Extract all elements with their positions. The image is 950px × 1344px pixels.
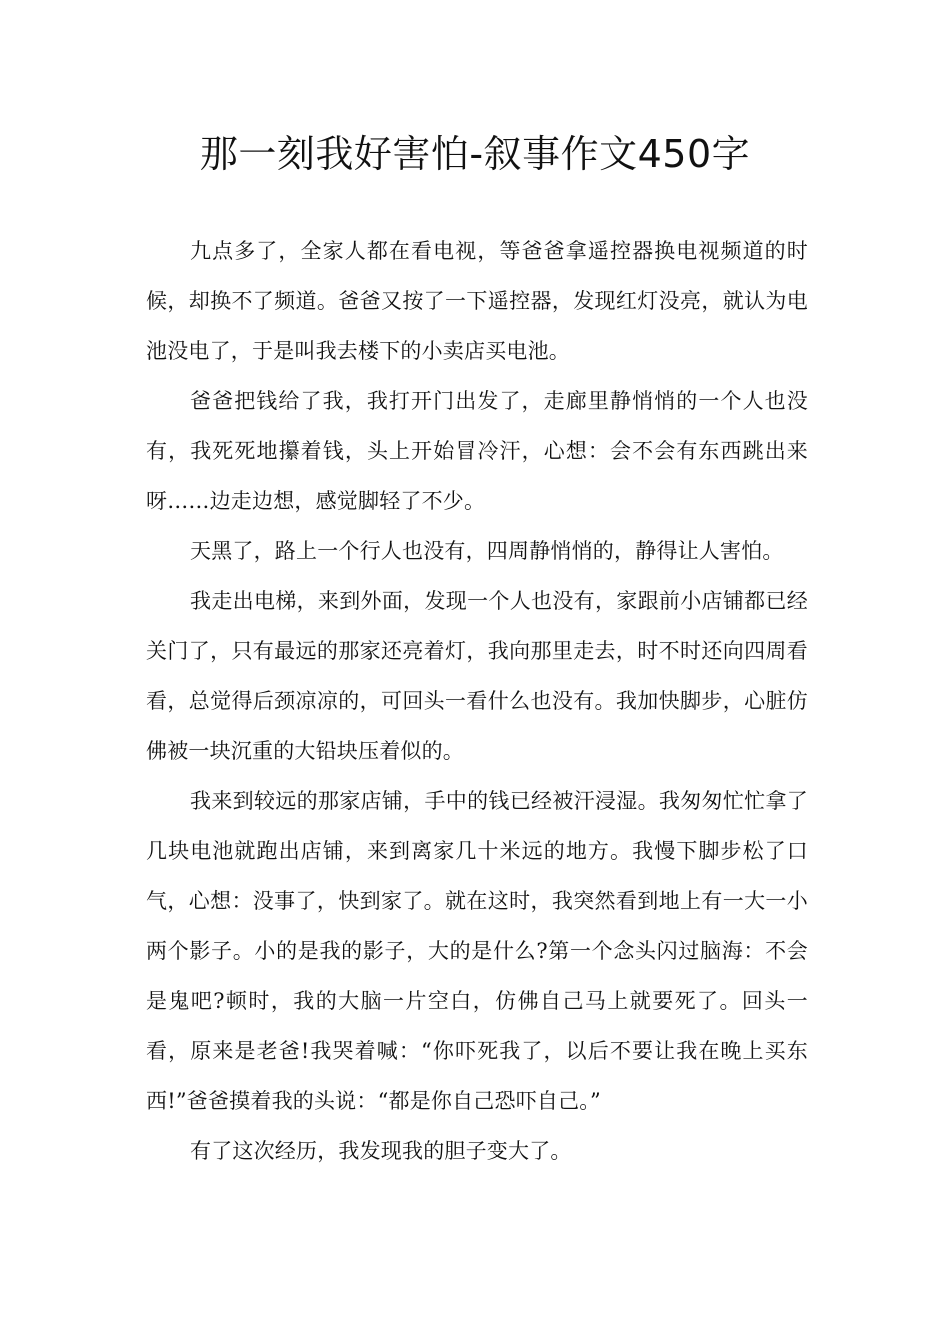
document-body xyxy=(146,226,808,1176)
paragraph-3: 天黑了，路上一个行人也没有，四周静悄悄的，静得让人害怕。 xyxy=(190,539,784,563)
document-title: 那一刻我好害怕-叙事作文450字 xyxy=(199,132,751,176)
paragraph-2: 爸爸把钱给了我，我打开门出发了，走廊里静悄悄的一个人也没有，我死死地攥着钱，头上开始冒冷汗，心想：会不会有东西跳出来呀……边走边想，感觉脚轻了不少。 xyxy=(146,389,808,513)
paragraph-5: 我来到较远的那家店铺，手中的钱已经被汗浸湿。我匆匆忙忙拿了几块电池就跑出店铺，来到离家几十米远的地方。我慢下脚步松了口气，心想：没事了，快到家了。就在这时，我突然看到地上有一大一小两个影子。小的是我的影子，大的是什么?第一个念头闪过脑海：不会是鬼吧?顿时，我的大脑一片空白，仿佛自己马上就要死了。回头一看，原来是老爸!我哭着喊：“你吓死我了，以后不要让我在晚上买东西!”爸爸摸着我的头说：“都是你自己恐吓自己。” xyxy=(146,789,808,1113)
paragraph-1: 九点多了，全家人都在看电视，等爸爸拿遥控器换电视频道的时候，却换不了频道。爸爸又按了一下遥控器，发现红灯没亮，就认为电池没电了，于是叫我去楼下的小卖店买电池。 xyxy=(146,239,808,363)
paragraph-4: 我走出电梯，来到外面，发现一个人也没有，家跟前小店铺都已经关门了，只有最远的那家还亮着灯，我向那里走去，时不时还向四周看看，总觉得后颈凉凉的，可回头一看什么也没有。我加快脚步，心脏仿佛被一块沉重的大铅块压着似的。 xyxy=(146,589,808,763)
paragraph-6: 有了这次经历，我发现我的胆子变大了。 xyxy=(190,1139,572,1163)
